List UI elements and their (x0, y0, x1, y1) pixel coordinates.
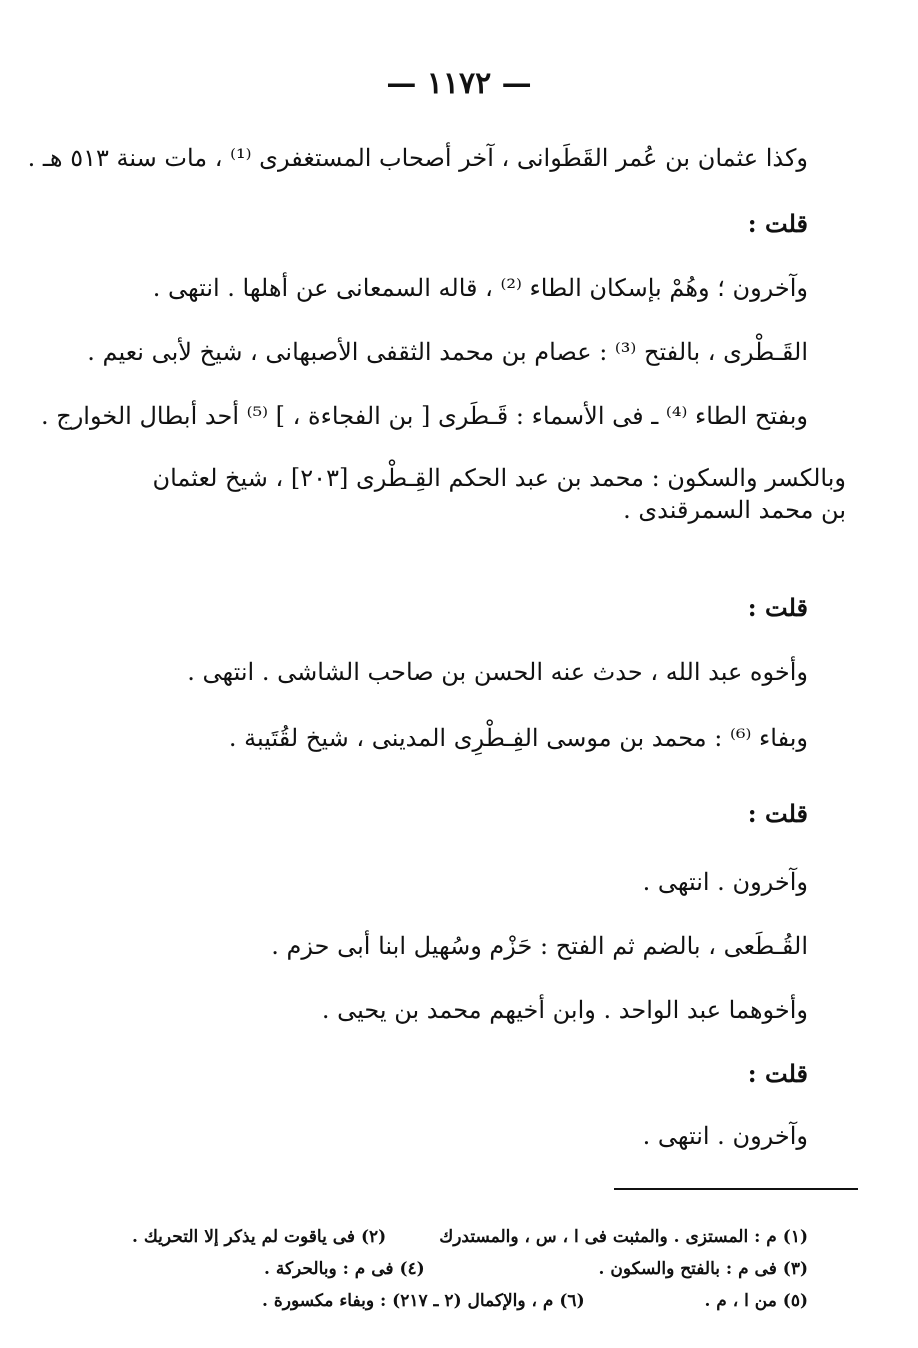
text-line-3: القَـطْرى ، بالفتح ⁽³⁾ : عصام بن محمد الثقفى الأصبهانى ، شيخ لأبى نعيم . (87, 338, 808, 366)
footnote-4: (٤) فى م : وبالحركة . (264, 1259, 425, 1279)
heading-qultu-2: قلت : (747, 593, 808, 622)
footnote-1: (١) م : المستزى . والمثبت فى ا ، س ، والمستدرك (439, 1227, 808, 1247)
text-line-11: وآخرون . انتهى . (642, 1122, 808, 1150)
text-line-7: وبفاء ⁽⁶⁾ : محمد بن موسى الفِـطْرِى المدينى ، شيخ لقُتَيبة . (228, 724, 808, 752)
text-line-6: وأخوه عبد الله ، حدث عنه الحسن بن صاحب الشاشى . انتهى . (187, 658, 808, 686)
text-line-2: وآخرون ؛ وهُمْ بإسكان الطاء ⁽²⁾ ، قاله السمعانى عن أهلها . انتهى . (152, 274, 808, 302)
footnote-6: (٦) م ، والإكمال (٢ ـ ٢١٧) : وبفاء مكسورة . (262, 1291, 585, 1311)
footnote-2: (٢) فى ياقوت لم يذكر إلا التحريك . (132, 1227, 387, 1247)
text-line-5: وبالكسر والسكون : محمد بن عبد الحكم القِـطْرى [٢٠٣] ، شيخ لعثمان بن محمد السمرقندى . (152, 464, 846, 524)
heading-qultu-1: قلت : (747, 209, 808, 238)
text-line-8: وآخرون . انتهى . (642, 868, 808, 896)
footnote-divider (614, 1188, 858, 1190)
page-number: — ١١٧٢ — (386, 66, 532, 101)
heading-qultu-4: قلت : (747, 1059, 808, 1088)
text-line-9: القُـطَعى ، بالضم ثم الفتح : حَزْم وسُهيل ابنا أبى حزم . (271, 932, 808, 960)
footnote-5: (٥) من ا ، م . (704, 1291, 808, 1311)
footnote-3: (٣) فى م : بالفتح والسكون . (598, 1259, 808, 1279)
text-line-1: وكذا عثمان بن عُمر القَطَوانى ، آخر أصحاب المستغفرى ⁽¹⁾ ، مات سنة ٥١٣ هـ . (27, 144, 808, 172)
text-line-4: وبفتح الطاء ⁽⁴⁾ ـ فى الأسماء : قَـطَرى [ بن الفجاءة ، ] ⁽⁵⁾ أحد أبطال الخوارج . (40, 402, 808, 430)
heading-qultu-3: قلت : (747, 799, 808, 828)
text-line-10: وأخوهما عبد الواحد . وابن أخيهم محمد بن يحيى . (321, 996, 808, 1024)
